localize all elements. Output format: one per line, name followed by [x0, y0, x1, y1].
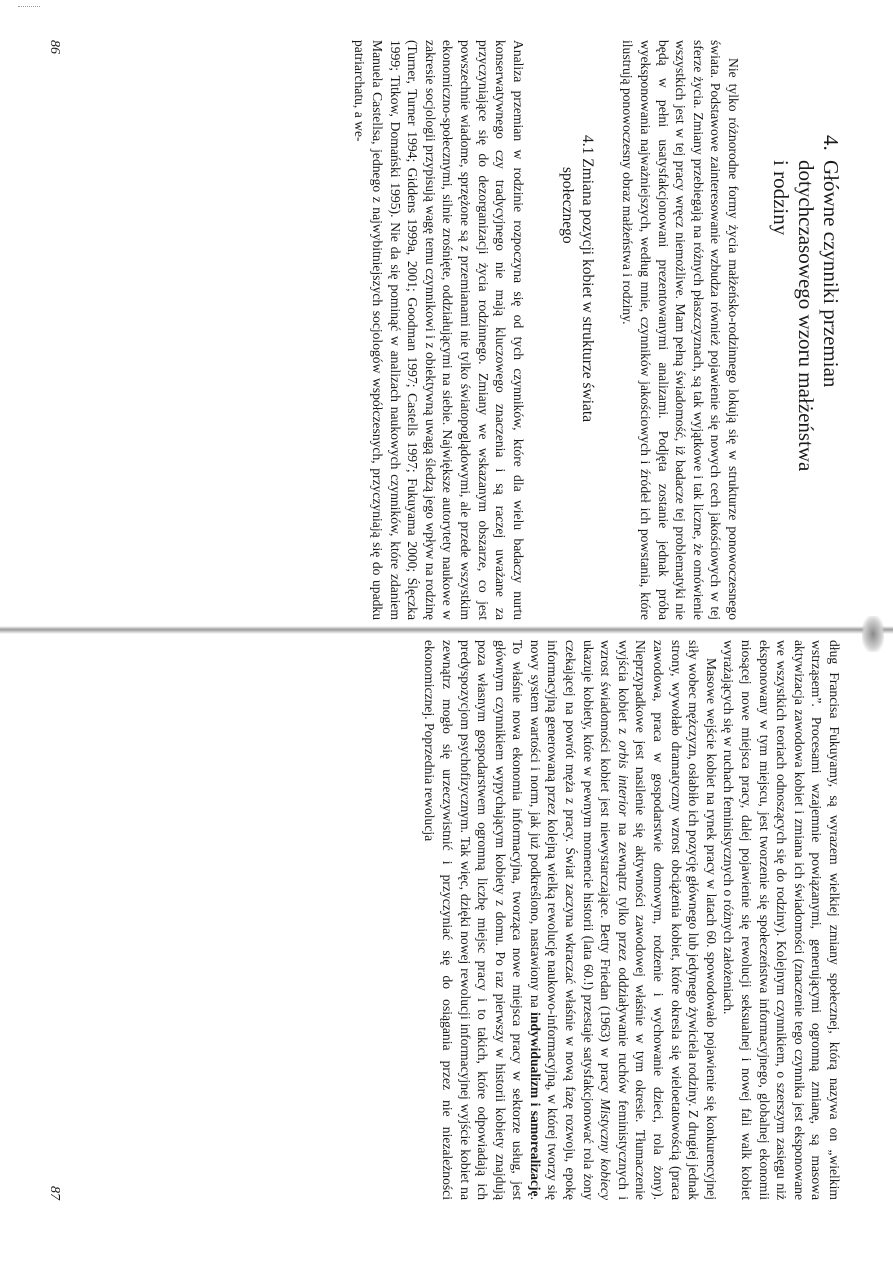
chapter-title [768, 135, 843, 620]
paragraph-2-text-a: Masowe wejście kobiet na rynek pracy w latach 60. spowodowało pojawienie się konkurencyjnej siły wobec mężczyzn, osłabiło ich pozycję głównego lub jedynego żywiciela rodziny. Z drugiej jednak strony, wywołało dramatyczny wzrost obciążenia kobiet, które okresla się wieloetatowością (praca zawodowa, praca w gospodarstwie domowym, rodzenie i wychowanie dzieci, rola żony). Nieprzypadkowe jest nasilenie się aktywności zawodowej właśnie w tym okresie. Tłumaczenie wyjścia kobiet z [615, 640, 719, 1200]
paragraph-2-text-d: . To właśnie nowa ekonomia informacyjna, tworząca nowe miejsca pracy w sektorze usług, jest głównym czynnikiem wypychającym kobiety z domu. Po raz pierwszy w historii kobiety znajdują poza własnym gospodarstwem ogromną liczbę miejsc pracy i to takich, które odpowiadają ich predyspozycjom psychofizycznym. Tak więc, dzięki nowej rewolucji informacyjnej wyjście kobiet na zewnątrz mogło się urzeczywistnić i przyczyniać się do osiągania przez nie niezależności ekonomicznej. Poprzednia rewolucja [422, 640, 543, 1200]
book-title-italic: Mistyczny kobiecy [598, 1098, 614, 1200]
gutter-smudge [862, 616, 884, 652]
right-paragraph-1: dług Francisa Fukuyamy, są wyrazem wielkiej zmiany społecznej, którą nazywa on „wielkim wstrząsem”. Procesami wzajemnie powiązanymi, generującymi ogromną zmianę, są masowa aktywizacja zawodowa kobiet i zmiana ich świadomości (znaczenie tego czynnika jest eksponowane we wszystkich teoriach odnoszących się do rodziny). Kolejnym czynnikiem, o szerszym zasięgu niż eksponowany w tym miejscu, jest tworzenie się społeczeństwa informacyjnego, globalnej ekonomii niosącej nowe miejsca pracy, dalej pojawienie się rewolucji seksualnej i nowej fali walk kobiet wyrażających się w ruchach feministycznych o różnych założeniach. [721, 640, 842, 1200]
section-title [557, 135, 597, 620]
section-title-line-1: 4.1 Zmiana pozycji kobiet w strukturze świata [578, 135, 596, 423]
paragraph-2-text-c: ukazuje kobiety, które w pewnym momencie historii (lata 60.!) przestaje satysfakcjonować rola żony czekającej na powrót męża z pracy. Świat zaczyna wkraczać właśnie w nową fazę rozwoju, epokę informacyjną generowaną przez kolejną wielką rewolucję naukowo-informacyjną, w której tworzy się nowy system wartości i norm, jak już podkreślono, nastawiony na [527, 640, 596, 1200]
chapter-title-line-1: Główne czynniki przemian [819, 160, 843, 388]
book-gutter-shadow [0, 626, 893, 634]
orbis-interior-italic: orbis interior [615, 740, 631, 817]
paragraph-2-text-b: na zewnątrz tylko przez oddziaływanie ruchów feministycznych i wzrost świadomości kobiet jest niewystarczające. Betty Friedan (1963) w pracy [598, 640, 631, 1200]
page-number-86: 86 [47, 40, 62, 54]
chapter-title-line-2: dotychczasowego wzoru małżeństwa [794, 160, 818, 472]
section-title-line-2: społecznego [558, 167, 576, 244]
page-number-87: 87 [47, 1186, 62, 1200]
section-paragraph: Analiza przemian w rodzinie rozpoczyna się od tych czynników, które dla wielu badaczy nurtu konserwatywnego czy tradycyjnego nie mają kluczowego znaczenia i są raczej uważane za przyczyniające się do dezorganizacji życia rodzinnego. Zmiany we wskazanym obszarze, co jest powszechnie wiadome, sprzężone są z przemianami nie tylko światopoglądowymi, ale przede wszystkim ekonomiczno-społecznymi, silnie zrośnięte, oddziałującymi na siebie. Największe autorytety naukowe w zakresie socjologii przypisują wagę temu czynnikowi i z obiektywną uwagą śledzą jego wpływ na rodzinę (Turner, Turner 1994; Giddens 1999a, 2001; Goodman 1997; Castells 1997; Fukuyama 2000; Ślęczka 1999; Titkow, Domański 1995). Nie da się pominąć w analizach naukowych czynników, które zdaniem Manuela Castellsa, jednego z najwybitniejszych socjologów współczesnych, przyczyniają się do upadku patriarchatu, a we- [352, 40, 526, 620]
page-87 [38, 640, 843, 1200]
individualism-bold: indywidualizm i samorealizację [527, 1012, 543, 1197]
intro-paragraph: Nie tylko różnorodne formy życia małżeńsko-rodzinnego lokują się w strukturze ponowoczesnego świata. Podstawowe zainteresowanie wzbudza również pojawienie się nowych cech jakościowych w tej sferze życia. Zmiany przebiegają na różnych płaszczyznach, są tak wyjątkowe i tak liczne, że omówienie wszystkich jest w tej pracy wręcz niemożliwe. Mam pełną świadomość, iż badacze tej problematyki nie będą w pełni usatysfakcjonowani prezentowanymi analizami. Podjęta zostanie jednak próba wyeksponowania najważniejszych, według mnie, czynników jakościowych i źródeł ich powstania, które ilustrują ponowoczesny obraz małżeństwa i rodziny. [620, 40, 741, 620]
scan-speck [18, 6, 40, 9]
right-paragraph-2 [421, 640, 720, 1200]
chapter-number: 4. [819, 135, 843, 151]
page-86 [38, 40, 843, 620]
chapter-title-line-3: i rodziny [769, 160, 793, 236]
